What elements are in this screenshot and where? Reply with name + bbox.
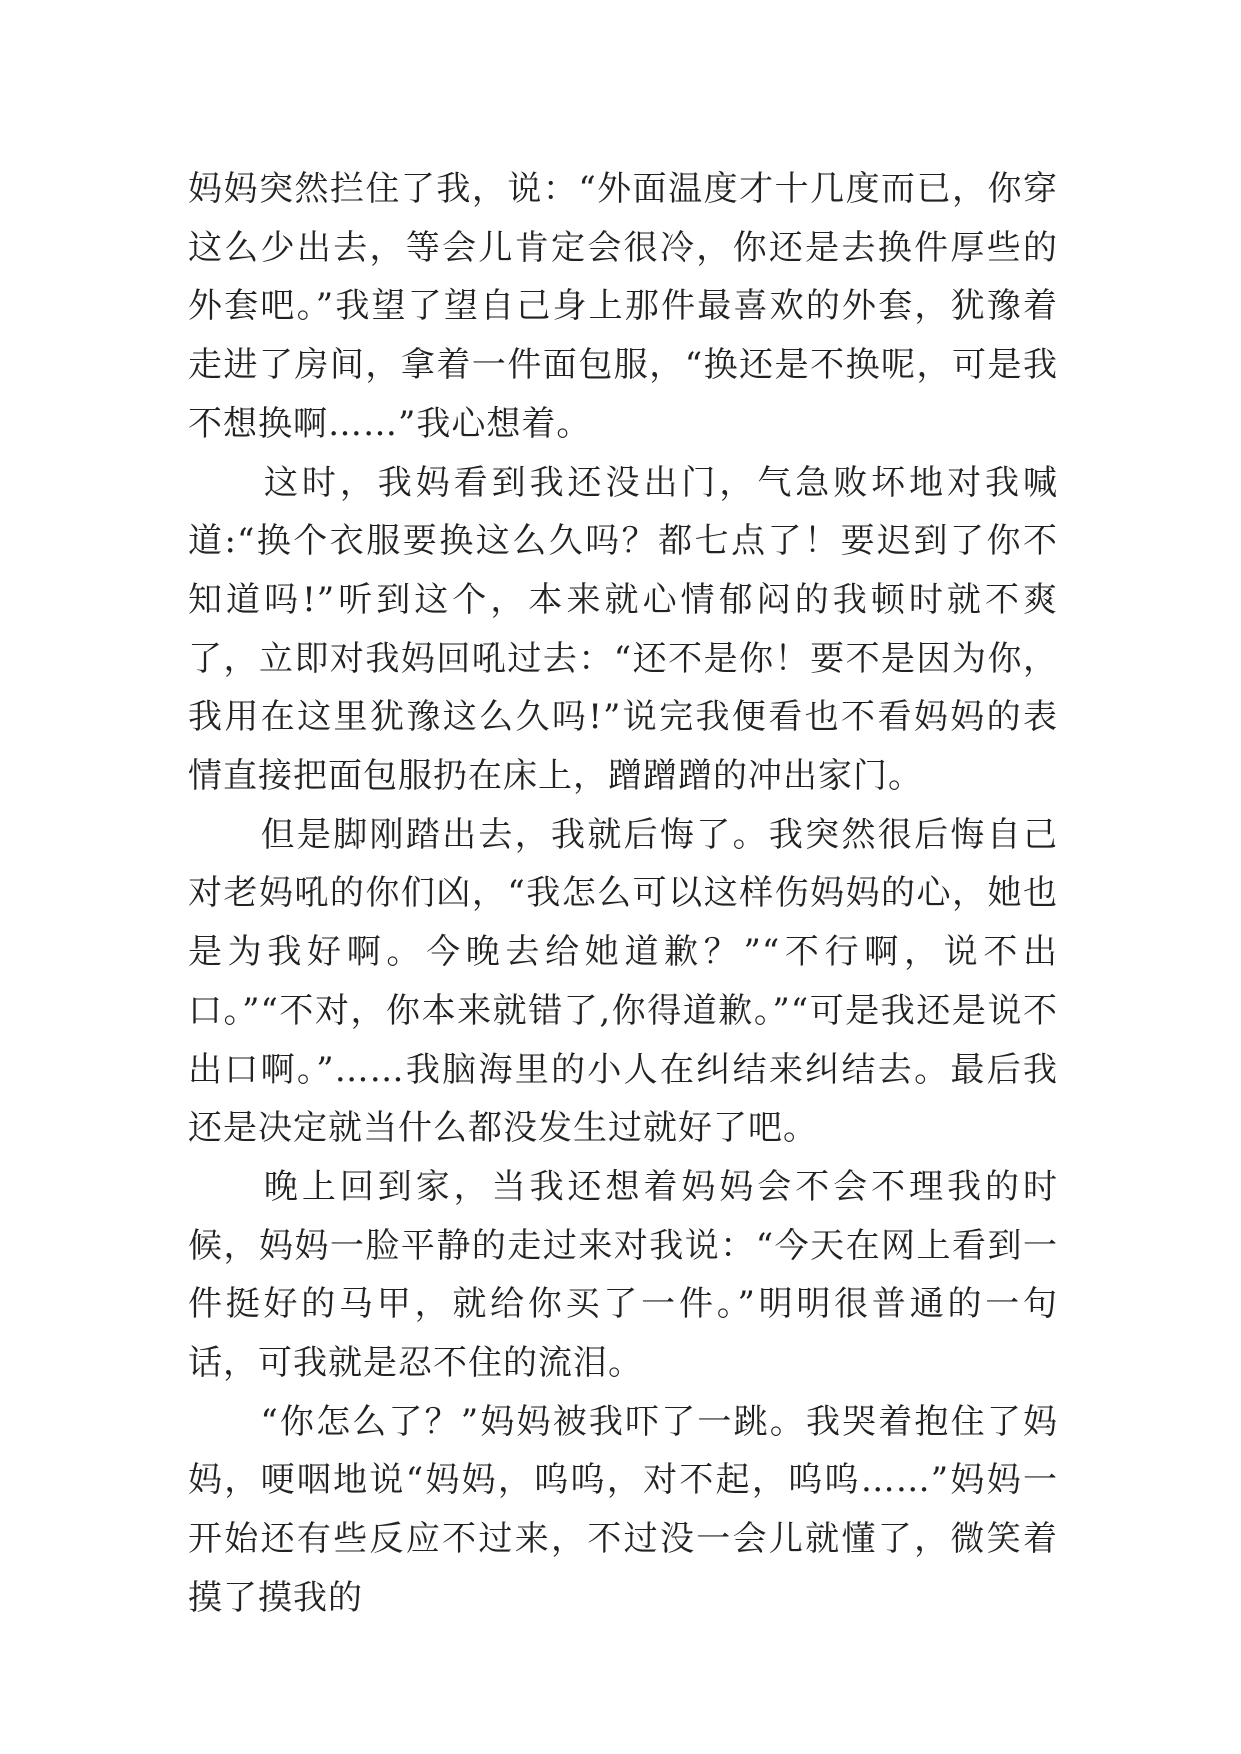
- paragraph-5: “你怎么了？”妈妈被我吓了一跳。我哭着抱住了妈妈，哽咽地说“妈妈，呜呜，对不起，呜呜……”妈妈一开始还有些反应不过来，不过没一会儿就懂了，微笑着摸了摸我的: [188, 1401, 1058, 1618]
- paragraph-3: 但是脚刚踏出去，我就后悔了。我突然很后悔自己对老妈吼的你们凶，“我怎么可以这样伤妈妈的心，她也是为我好啊。今晚去给她道歉？”“不行啊，说不出口。”“不对，你本来就错了,你得道歉。”“可是我还是说不出口啊。”……我脑海里的小人在纠结来纠结去。最后我还是决定就当什么都没发生过就好了吧。: [188, 814, 1058, 1149]
- paragraph-2: 这时，我妈看到我还没出门，气急败坏地对我喊道:“换个衣服要换这么久吗？都七点了！要迟到了你不知道吗!”听到这个，本来就心情郁闷的我顿时就不爽了，立即对我妈回吼过去：“还不是你！要不是因为你，我用在这里犹豫这么久吗!”说完我便看也不看妈妈的表情直接把面包服扔在床上，蹭蹭蹭的冲出家门。: [188, 462, 1058, 797]
- paragraph-4: 晚上回到家，当我还想着妈妈会不会不理我的时候，妈妈一脸平静的走过来对我说：“今天在网上看到一件挺好的马甲，就给你买了一件。”明明很普通的一句话，可我就是忍不住的流泪。: [188, 1166, 1058, 1384]
- paragraph-1: 妈妈突然拦住了我，说：“外面温度才十几度而已，你穿这么少出去，等会儿肯定会很冷，你还是去换件厚些的外套吧。”我望了望自己身上那件最喜欢的外套，犹豫着走进了房间，拿着一件面包服，“换还是不换呢，可是我不想换啊……”我心想着。: [188, 169, 1058, 444]
- document-body: [188, 160, 1058, 1628]
